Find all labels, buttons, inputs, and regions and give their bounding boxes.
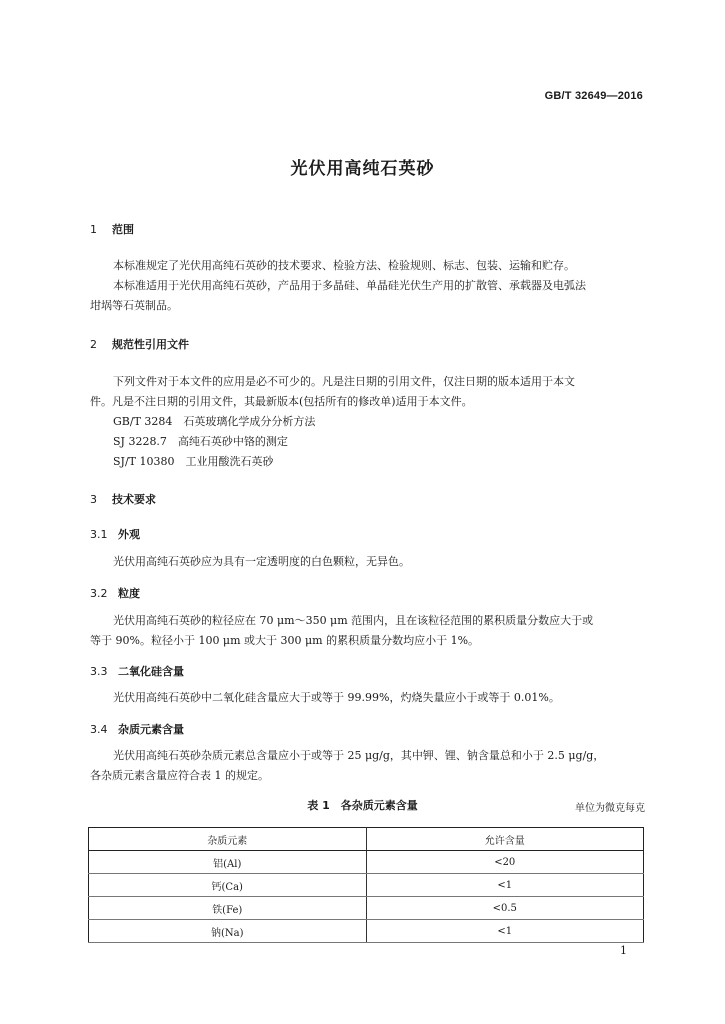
reference-code: GB/T 3284 — [113, 415, 173, 428]
paragraph: 坩埚等石英制品。 — [90, 299, 178, 312]
reference-code: SJ 3228.7 — [113, 435, 167, 448]
section-number: 3 — [90, 493, 97, 506]
table-cell: 铁(Fe) — [89, 897, 367, 920]
table-title: 表 1 各杂质元素含量 — [307, 799, 418, 812]
table-cell: 钙(Ca) — [89, 874, 367, 897]
table-cell: <1 — [366, 920, 644, 943]
section-number: 3.1 — [90, 528, 108, 541]
page-number: 1 — [620, 944, 627, 957]
table-cell: <1 — [366, 874, 644, 897]
paragraph: 光伏用高纯石英砂的粒径应在 70 μm～350 μm 范围内，且在该粒径范围的累积质量分数应大于或 — [113, 614, 594, 627]
reference-item — [113, 452, 273, 472]
reference-item — [113, 412, 315, 432]
section-title: 规范性引用文件 — [112, 338, 189, 351]
reference-item — [113, 432, 288, 452]
table-cell: <0.5 — [366, 897, 644, 920]
table-unit: 单位为微克每克 — [575, 803, 645, 814]
reference-code: SJ/T 10380 — [113, 455, 175, 468]
table-row — [89, 897, 644, 920]
table-row — [89, 851, 644, 874]
section-3-1-heading — [90, 526, 140, 542]
table-cell: <20 — [366, 851, 644, 874]
table-header-row — [89, 828, 644, 851]
section-title: 杂质元素含量 — [118, 723, 184, 736]
section-title: 技术要求 — [112, 493, 156, 506]
section-3-4-heading — [90, 721, 184, 737]
paragraph: 光伏用高纯石英砂杂质元素总含量应小于或等于 25 μg/g，其中钾、锂、钠含量总和小于 2.5 μg/g， — [113, 749, 605, 762]
section-number: 3.3 — [90, 665, 108, 678]
paragraph: 本标准规定了光伏用高纯石英砂的技术要求、检验方法、检验规则、标志、包装、运输和贮存。 — [113, 259, 575, 272]
paragraph: 件。凡是不注日期的引用文件，其最新版本(包括所有的修改单)适用于本文件。 — [90, 395, 473, 408]
table-row — [89, 920, 644, 943]
table-cell: 铝(Al) — [89, 851, 367, 874]
reference-name: 石英玻璃化学成分分析方法 — [183, 415, 316, 428]
section-number: 3.2 — [90, 587, 108, 600]
impurity-table — [88, 827, 644, 943]
paragraph: 等于 90%。粒径小于 100 μm 或大于 300 μm 的累积质量分数均应小于 1%。 — [90, 634, 480, 647]
paragraph: 光伏用高纯石英砂中二氧化硅含量应大于或等于 99.99%，灼烧失量应小于或等于 0.01%。 — [113, 691, 560, 704]
section-3-heading — [90, 491, 156, 507]
section-title: 二氧化硅含量 — [118, 665, 184, 678]
section-3-3-heading — [90, 663, 184, 679]
section-3-2-heading — [90, 585, 140, 601]
table-cell: 钠(Na) — [89, 920, 367, 943]
section-number: 2 — [90, 338, 97, 351]
paragraph: 各杂质元素含量应符合表 1 的规定。 — [90, 769, 269, 782]
reference-name: 高纯石英砂中铬的测定 — [177, 435, 288, 448]
column-header: 杂质元素 — [89, 828, 367, 851]
section-1-heading — [90, 221, 134, 237]
table-row — [89, 874, 644, 897]
section-title: 粒度 — [118, 587, 140, 600]
section-title: 范围 — [112, 223, 134, 236]
standard-code: GB/T 32649—2016 — [544, 90, 643, 102]
section-number: 3.4 — [90, 723, 108, 736]
column-header: 允许含量 — [366, 828, 644, 851]
document-title: 光伏用高纯石英砂 — [290, 159, 435, 179]
paragraph: 光伏用高纯石英砂应为具有一定透明度的白色颗粒，无异色。 — [113, 555, 410, 568]
section-number: 1 — [90, 223, 97, 236]
section-title: 外观 — [118, 528, 140, 541]
paragraph: 本标准适用于光伏用高纯石英砂，产品用于多晶硅、单晶硅光伏生产用的扩散管、承载器及电弧法 — [113, 279, 586, 292]
paragraph: 下列文件对于本文件的应用是必不可少的。凡是注日期的引用文件，仅注日期的版本适用于本文 — [113, 375, 575, 388]
section-2-heading — [90, 336, 189, 352]
reference-name: 工业用酸洗石英砂 — [185, 455, 274, 468]
